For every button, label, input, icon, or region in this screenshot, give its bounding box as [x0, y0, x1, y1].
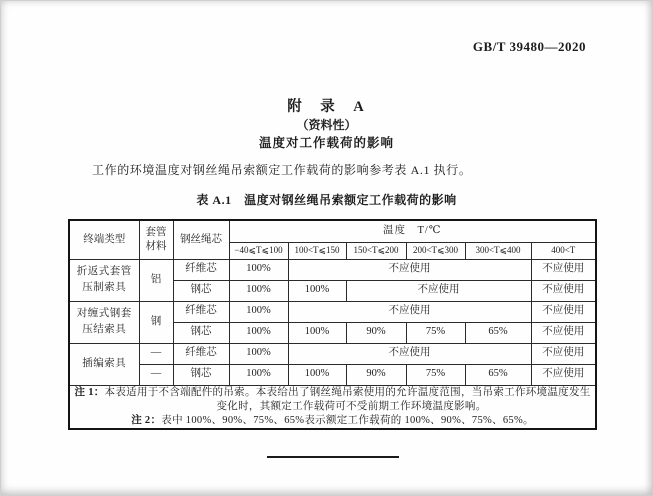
- temperature-load-table: [68, 219, 597, 430]
- header-temp-range-6: 400<T: [531, 242, 596, 259]
- table-row: [69, 301, 596, 322]
- header-sleeve-material: [139, 220, 173, 259]
- core-cell: 纤维芯: [173, 259, 229, 280]
- value-cell: 65%: [465, 364, 531, 385]
- value-cell: 100%: [229, 322, 288, 343]
- standard-number: GB/T 39480—2020: [472, 39, 586, 54]
- appendix-subtitle: 温度对工作载荷的影响: [258, 136, 394, 150]
- termination-line: 压制索具: [82, 282, 127, 293]
- core-cell: 钢芯: [173, 364, 229, 385]
- material-cell-group1: 铝: [139, 259, 173, 301]
- header-temp-range-1: −40⩽T⩽100: [229, 242, 288, 259]
- core-cell: 纤维芯: [173, 301, 229, 322]
- header-temperature-group: 温度 T/℃: [229, 220, 596, 242]
- value-cell: 不应使用: [531, 322, 596, 343]
- value-cell: 75%: [406, 364, 465, 385]
- note-2-text: 表中 100%、90%、75%、65%表示额定工作载荷的 100%、90%、75%、65%。: [161, 414, 534, 426]
- table-notes: [69, 385, 596, 429]
- note-2: [71, 414, 594, 428]
- header-temp-range-2: 100<T⩽150: [288, 242, 346, 259]
- header-row-1: [69, 220, 596, 242]
- core-cell: 纤维芯: [173, 343, 229, 364]
- value-cell: 90%: [346, 322, 406, 343]
- termination-cell-group2: [69, 301, 139, 343]
- header-temp-range-3: 150<T⩽200: [346, 242, 406, 259]
- table-row: [69, 259, 596, 280]
- value-cell: 90%: [346, 364, 406, 385]
- termination-line: 插编索具: [82, 357, 127, 369]
- termination-line: 压结索具: [82, 324, 127, 335]
- value-cell: 100%: [288, 364, 346, 385]
- header-sleeve-line1: 套管: [145, 226, 167, 238]
- material-cell-group3-steel: —: [139, 364, 173, 385]
- value-cell: 100%: [229, 301, 288, 322]
- value-cell: 不应使用: [531, 280, 596, 301]
- value-cell: 不应使用: [288, 301, 531, 322]
- note-1: [71, 386, 594, 414]
- value-cell: 不应使用: [531, 301, 596, 322]
- value-cell: 100%: [288, 280, 346, 301]
- material-cell-group2: 钢: [139, 301, 173, 343]
- note-1-text: 本表适用于不含端配件的吊索。本表给出了钢丝绳吊索使用的允许温度范围，当吊索工作环境温度发生变化时，其额定工作载荷可不受前期工作环境温度影响。: [104, 386, 591, 412]
- core-cell: 钢芯: [173, 322, 229, 343]
- notes-row: [69, 385, 596, 429]
- note-1-label: 注 1：: [74, 386, 105, 398]
- header-temp-range-4: 200<T⩽300: [406, 242, 465, 259]
- value-cell: 100%: [288, 322, 346, 343]
- header-sleeve-line2: 材料: [145, 240, 167, 252]
- header-temp-range-5: 300<T⩽400: [465, 242, 531, 259]
- appendix-title: 附 录 A: [287, 99, 366, 115]
- core-cell: 钢芯: [173, 280, 229, 301]
- termination-line: 折返式套管: [76, 265, 132, 277]
- value-cell: 75%: [406, 322, 465, 343]
- termination-cell-group1: [69, 259, 139, 301]
- table-row: [69, 364, 596, 385]
- termination-line: 对缠式钢套: [76, 307, 132, 319]
- value-cell: 不应使用: [531, 343, 596, 364]
- value-cell: 不应使用: [346, 280, 531, 301]
- table-row: [69, 343, 596, 364]
- header-rope-core: 钢丝绳芯: [173, 220, 229, 259]
- value-cell: 100%: [229, 280, 288, 301]
- appendix-informative-label: （资料性）: [296, 118, 357, 132]
- value-cell: 100%: [229, 259, 288, 280]
- termination-cell-group3: [69, 343, 139, 385]
- intro-paragraph: 工作的环境温度对钢丝绳吊索额定工作载荷的影响参考表 A.1 执行。: [92, 163, 472, 177]
- header-termination-type: 终端类型: [69, 220, 139, 259]
- note-2-label: 注 2：: [131, 414, 162, 426]
- table-caption: 表 A.1 温度对钢丝绳吊索额定工作载荷的影响: [196, 193, 457, 207]
- value-cell: 不应使用: [288, 343, 531, 364]
- value-cell: 100%: [229, 343, 288, 364]
- value-cell: 100%: [229, 364, 288, 385]
- material-cell-group3-fiber: —: [139, 343, 173, 364]
- value-cell: 不应使用: [288, 259, 531, 280]
- value-cell: 不应使用: [531, 364, 596, 385]
- footer-separator: [267, 456, 399, 458]
- value-cell: 65%: [465, 322, 531, 343]
- value-cell: 不应使用: [531, 259, 596, 280]
